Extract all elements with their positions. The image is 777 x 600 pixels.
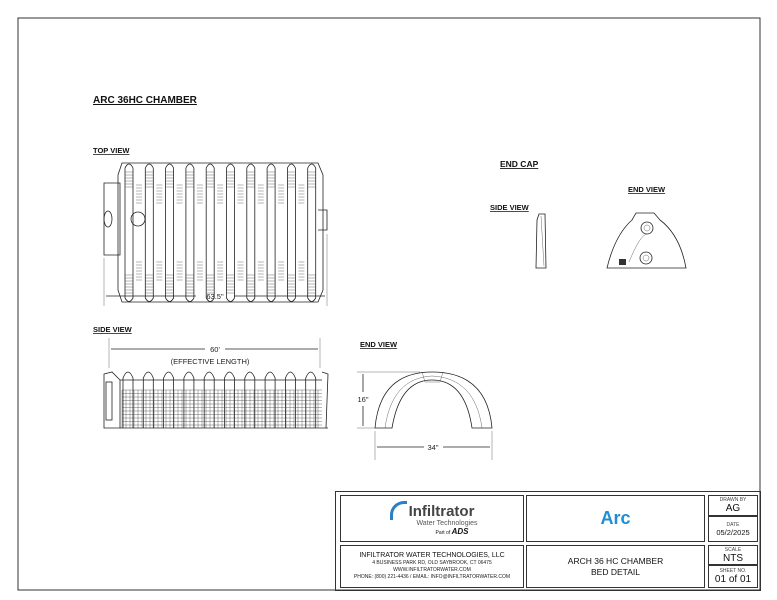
parent-brand — [435, 527, 468, 536]
company-contact: PHONE: (800) 221-4436 / EMAIL: INFO@INFILTRATORWATER.COM — [353, 574, 511, 580]
drawn-by-value: AG — [725, 503, 741, 514]
end-cap-end-view-label: END VIEW — [628, 185, 666, 194]
end-view-label: END VIEW — [360, 340, 398, 349]
company-address: 4 BUSINESS PARK RD, OLD SAYBROOK, CT 06475 — [372, 560, 492, 566]
end-cap-end-drawing — [607, 213, 686, 268]
arc-logo: Arc — [600, 508, 631, 528]
drawing-title-cell — [526, 545, 705, 588]
product-logo-cell — [526, 495, 705, 542]
top-view-chamber — [104, 163, 327, 302]
drawn-by-label: DRAWN BY — [719, 497, 747, 503]
company-logo-cell — [340, 495, 524, 542]
drawn-by-cell — [708, 495, 758, 516]
side-view-length-note: (EFFECTIVE LENGTH) — [170, 357, 250, 366]
end-cap-side-drawing — [536, 214, 546, 268]
title-block — [335, 491, 761, 591]
part-of-text: Part of — [435, 530, 451, 536]
logo-name: Infiltrator — [408, 503, 475, 520]
infiltrator-logo — [390, 501, 475, 520]
drawing-title-line-1: ARCH 36 HC CHAMBER — [567, 555, 664, 566]
sheet-label: SHEET NO. — [719, 568, 747, 574]
sheet-value: 01 of 01 — [714, 574, 752, 585]
drawing-title: ARC 36HC CHAMBER — [93, 95, 197, 106]
end-view-height: 16" — [357, 395, 369, 404]
date-value: 05/2/2025 — [716, 527, 750, 537]
top-view-label: TOP VIEW — [93, 146, 130, 155]
date-label: DATE — [726, 521, 740, 528]
drawing-title-line-2: BED DETAIL — [591, 566, 640, 577]
sheet-cell — [708, 565, 758, 588]
company-website: WWW.INFILTRATORWATER.COM — [393, 567, 471, 573]
end-view-width: 34" — [427, 443, 439, 452]
company-info-cell — [340, 545, 524, 588]
end-cap-side-view-label: SIDE VIEW — [490, 203, 529, 212]
top-view-length: 63.5" — [206, 292, 224, 301]
ads-logo: ADS — [451, 527, 469, 536]
side-view-chamber — [104, 372, 328, 428]
scale-value: NTS — [723, 552, 743, 564]
swoosh-icon — [390, 501, 407, 520]
end-view-dimensions — [357, 372, 492, 460]
end-view-arch — [375, 372, 492, 428]
scale-cell — [708, 545, 758, 565]
side-view-dimension — [109, 338, 320, 368]
side-view-label: SIDE VIEW — [93, 325, 132, 334]
top-view-dimension — [104, 234, 327, 306]
end-cap-title: END CAP — [500, 159, 539, 169]
company-name: INFILTRATOR WATER TECHNOLOGIES, LLC — [359, 552, 505, 559]
scale-label: SCALE — [724, 546, 742, 553]
side-view-length: 60' — [210, 345, 220, 354]
logo-subtitle: Water Technologies — [416, 520, 478, 527]
date-cell — [708, 516, 758, 542]
